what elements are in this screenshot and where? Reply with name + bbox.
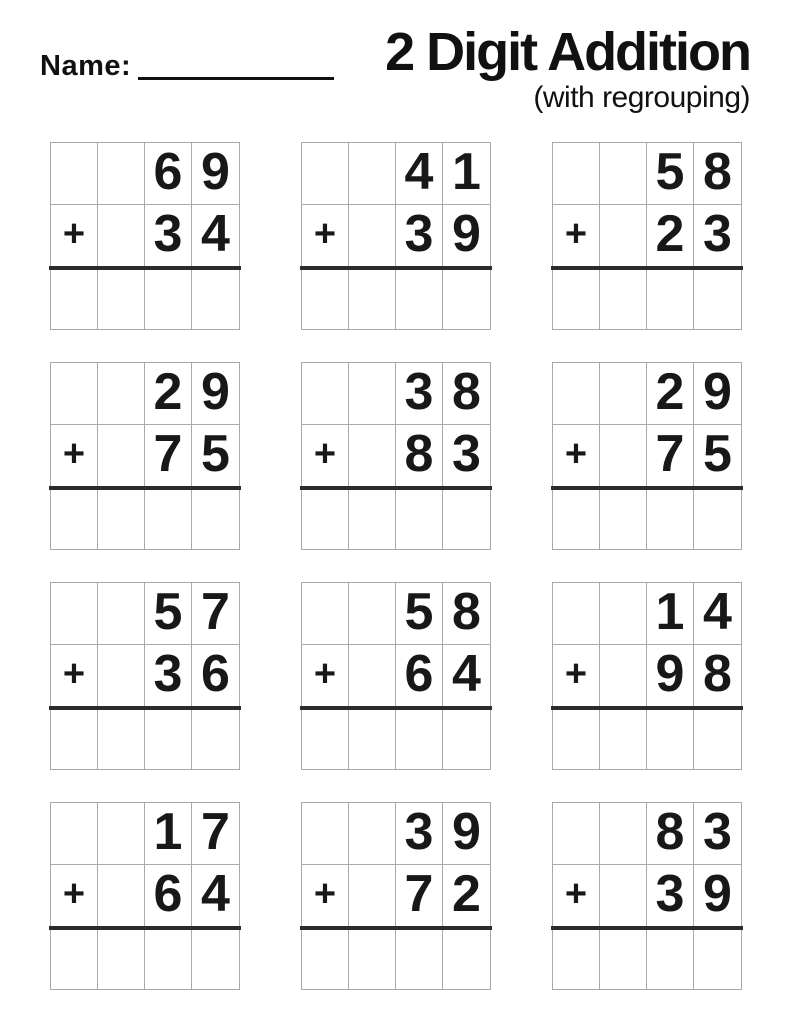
answer-cell (98, 267, 145, 329)
grid-cell-empty (600, 865, 647, 927)
addition-problem (301, 802, 491, 990)
answer-cell (98, 707, 145, 769)
addition-problem (50, 802, 240, 990)
answer-cell (600, 487, 647, 549)
answer-cell (145, 927, 192, 989)
plus-sign: + (553, 425, 600, 487)
answer-cell (553, 927, 600, 989)
answer-cell (145, 267, 192, 329)
answer-cell (302, 927, 349, 989)
top-addend-ones-digit: 4 (694, 583, 741, 645)
grid-cell-empty (600, 363, 647, 425)
plus-sign: + (51, 425, 98, 487)
answer-cell (51, 267, 98, 329)
name-blank-line (138, 77, 334, 80)
answer-cell (647, 927, 694, 989)
plus-sign: + (553, 205, 600, 267)
answer-cell (553, 707, 600, 769)
grid-cell-empty (349, 143, 396, 205)
sum-line (49, 266, 241, 270)
bottom-addend-tens-digit: 3 (396, 205, 443, 267)
bottom-addend-ones-digit: 5 (192, 425, 239, 487)
grid-cell-empty (302, 583, 349, 645)
grid-cell-empty (600, 143, 647, 205)
answer-cell (98, 927, 145, 989)
addition-problem (50, 582, 240, 770)
grid-cell-empty (553, 363, 600, 425)
answer-cell (51, 487, 98, 549)
bottom-addend-ones-digit: 4 (192, 205, 239, 267)
bottom-addend-tens-digit: 3 (145, 645, 192, 707)
plus-sign: + (553, 865, 600, 927)
top-addend-tens-digit: 2 (145, 363, 192, 425)
name-label: Name: (40, 50, 132, 82)
answer-cell (443, 707, 490, 769)
sum-line (300, 926, 492, 930)
top-addend-tens-digit: 8 (647, 803, 694, 865)
grid-cell-empty (302, 143, 349, 205)
addition-problem (50, 142, 240, 330)
answer-cell (349, 927, 396, 989)
plus-sign: + (553, 645, 600, 707)
answer-cell (694, 707, 741, 769)
bottom-addend-tens-digit: 3 (647, 865, 694, 927)
top-addend-tens-digit: 4 (396, 143, 443, 205)
grid-cell-empty (302, 363, 349, 425)
top-addend-ones-digit: 8 (443, 583, 490, 645)
top-addend-tens-digit: 3 (396, 363, 443, 425)
top-addend-tens-digit: 5 (396, 583, 443, 645)
answer-cell (647, 267, 694, 329)
answer-cell (349, 707, 396, 769)
answer-cell (600, 707, 647, 769)
answer-cell (396, 927, 443, 989)
addition-problem (552, 142, 742, 330)
bottom-addend-ones-digit: 8 (694, 645, 741, 707)
grid-cell-empty (600, 803, 647, 865)
sum-line (300, 486, 492, 490)
sum-line (551, 486, 743, 490)
top-addend-tens-digit: 2 (647, 363, 694, 425)
addition-problem (552, 582, 742, 770)
sum-line (49, 926, 241, 930)
grid-cell-empty (98, 583, 145, 645)
plus-sign: + (302, 645, 349, 707)
answer-cell (553, 267, 600, 329)
top-addend-tens-digit: 1 (647, 583, 694, 645)
top-addend-ones-digit: 8 (694, 143, 741, 205)
top-addend-ones-digit: 9 (694, 363, 741, 425)
grid-cell-empty (349, 425, 396, 487)
sum-line (49, 486, 241, 490)
grid-cell-empty (98, 645, 145, 707)
answer-cell (600, 267, 647, 329)
answer-cell (396, 267, 443, 329)
answer-cell (302, 487, 349, 549)
sum-line (551, 266, 743, 270)
addition-problem (50, 362, 240, 550)
grid-cell-empty (51, 143, 98, 205)
top-addend-ones-digit: 1 (443, 143, 490, 205)
answer-cell (443, 487, 490, 549)
plus-sign: + (51, 205, 98, 267)
grid-cell-empty (98, 865, 145, 927)
bottom-addend-tens-digit: 7 (647, 425, 694, 487)
bottom-addend-tens-digit: 7 (396, 865, 443, 927)
bottom-addend-ones-digit: 5 (694, 425, 741, 487)
grid-cell-empty (302, 803, 349, 865)
sum-line (551, 926, 743, 930)
answer-cell (647, 707, 694, 769)
bottom-addend-tens-digit: 6 (396, 645, 443, 707)
grid-cell-empty (600, 205, 647, 267)
grid-cell-empty (600, 583, 647, 645)
bottom-addend-ones-digit: 4 (192, 865, 239, 927)
sum-line (49, 706, 241, 710)
answer-cell (302, 707, 349, 769)
answer-cell (600, 927, 647, 989)
bottom-addend-ones-digit: 6 (192, 645, 239, 707)
bottom-addend-tens-digit: 6 (145, 865, 192, 927)
answer-cell (192, 487, 239, 549)
top-addend-tens-digit: 1 (145, 803, 192, 865)
bottom-addend-tens-digit: 8 (396, 425, 443, 487)
plus-sign: + (302, 425, 349, 487)
addition-problem (301, 582, 491, 770)
bottom-addend-ones-digit: 3 (443, 425, 490, 487)
grid-cell-empty (51, 803, 98, 865)
grid-cell-empty (349, 645, 396, 707)
top-addend-ones-digit: 9 (192, 143, 239, 205)
answer-cell (302, 267, 349, 329)
bottom-addend-tens-digit: 2 (647, 205, 694, 267)
grid-cell-empty (98, 425, 145, 487)
problems-grid (50, 142, 743, 990)
sum-line (300, 706, 492, 710)
grid-cell-empty (349, 865, 396, 927)
addition-problem (552, 802, 742, 990)
sum-line (551, 706, 743, 710)
answer-cell (145, 707, 192, 769)
answer-cell (694, 927, 741, 989)
grid-cell-empty (553, 803, 600, 865)
grid-cell-empty (51, 583, 98, 645)
answer-cell (396, 707, 443, 769)
top-addend-ones-digit: 3 (694, 803, 741, 865)
top-addend-ones-digit: 8 (443, 363, 490, 425)
grid-cell-empty (349, 205, 396, 267)
page-subtitle: (with regrouping) (533, 80, 750, 114)
name-block (40, 52, 334, 81)
grid-cell-empty (98, 803, 145, 865)
bottom-addend-ones-digit: 4 (443, 645, 490, 707)
grid-cell-empty (98, 143, 145, 205)
grid-cell-empty (600, 645, 647, 707)
page-title: 2 Digit Addition (385, 22, 750, 82)
answer-cell (349, 267, 396, 329)
answer-cell (51, 707, 98, 769)
answer-cell (145, 487, 192, 549)
answer-cell (694, 267, 741, 329)
answer-cell (396, 487, 443, 549)
bottom-addend-ones-digit: 9 (694, 865, 741, 927)
bottom-addend-ones-digit: 9 (443, 205, 490, 267)
answer-cell (192, 707, 239, 769)
answer-cell (349, 487, 396, 549)
answer-cell (192, 267, 239, 329)
top-addend-ones-digit: 7 (192, 803, 239, 865)
addition-problem (552, 362, 742, 550)
bottom-addend-ones-digit: 2 (443, 865, 490, 927)
addition-problem (301, 142, 491, 330)
bottom-addend-tens-digit: 3 (145, 205, 192, 267)
grid-cell-empty (349, 363, 396, 425)
answer-cell (192, 927, 239, 989)
title-block (385, 24, 750, 113)
top-addend-tens-digit: 6 (145, 143, 192, 205)
top-addend-ones-digit: 7 (192, 583, 239, 645)
grid-cell-empty (98, 363, 145, 425)
top-addend-tens-digit: 5 (145, 583, 192, 645)
sum-line (300, 266, 492, 270)
answer-cell (553, 487, 600, 549)
answer-cell (647, 487, 694, 549)
grid-cell-empty (349, 803, 396, 865)
bottom-addend-tens-digit: 7 (145, 425, 192, 487)
top-addend-tens-digit: 5 (647, 143, 694, 205)
plus-sign: + (302, 865, 349, 927)
answer-cell (51, 927, 98, 989)
top-addend-ones-digit: 9 (443, 803, 490, 865)
top-addend-tens-digit: 3 (396, 803, 443, 865)
grid-cell-empty (349, 583, 396, 645)
grid-cell-empty (553, 143, 600, 205)
answer-cell (443, 927, 490, 989)
grid-cell-empty (553, 583, 600, 645)
grid-cell-empty (51, 363, 98, 425)
addition-problem (301, 362, 491, 550)
plus-sign: + (51, 645, 98, 707)
answer-cell (443, 267, 490, 329)
answer-cell (98, 487, 145, 549)
bottom-addend-tens-digit: 9 (647, 645, 694, 707)
answer-cell (694, 487, 741, 549)
plus-sign: + (51, 865, 98, 927)
grid-cell-empty (98, 205, 145, 267)
plus-sign: + (302, 205, 349, 267)
bottom-addend-ones-digit: 3 (694, 205, 741, 267)
top-addend-ones-digit: 9 (192, 363, 239, 425)
grid-cell-empty (600, 425, 647, 487)
